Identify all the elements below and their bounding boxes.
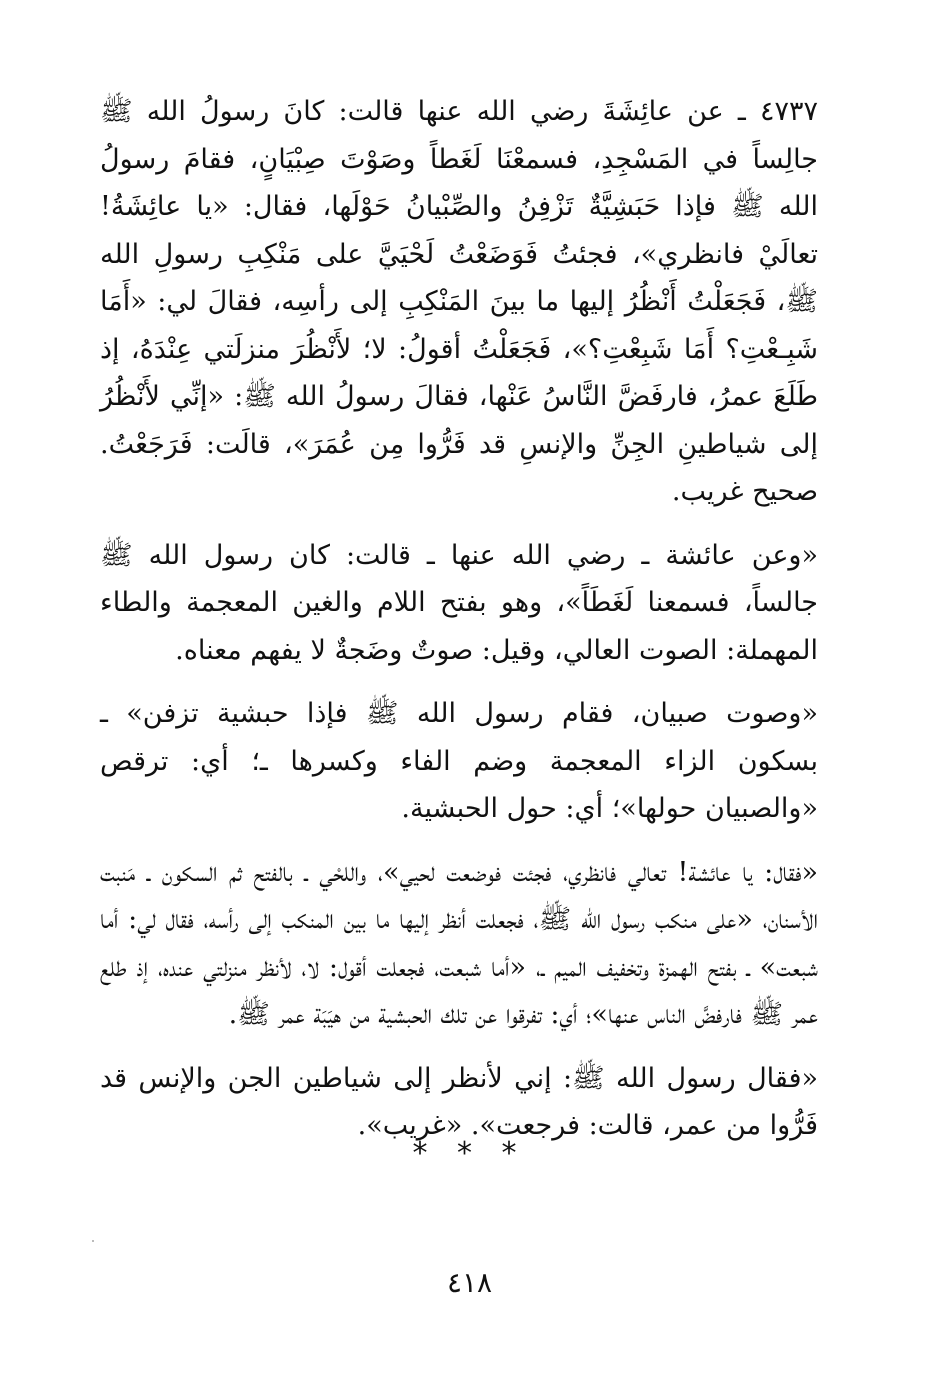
commentary-paragraph: «فقال رسول الله ﷺ: إني لأنظر إلى شياطين الجن والإنس قد فَرُّوا من عمر، قالت: فرجعت». «غريب». (100, 1062, 818, 1141)
page-speck (92, 1240, 94, 1242)
hadith-text: ٤٧٣٧ ـ عن عائِشَةَ رضي الله عنها قالت: كانَ رسولُ الله ﷺ جالِساً في المَسْجِدِ، فسمعْنَا لَغَطاً وصَوْتَ صِبْيَانٍ، فقامَ رسولُ الله ﷺ فإذا حَبَشِيَّةٌ تَزْفِنُ والصِّبْيانُ حَوْلَها، فقال: «يا عائِشَةُ! تعالَيْ فانظري»، فجئتُ فَوَضَعْتُ لَحْيَيَّ على مَنْكِبِ رسولِ الله ﷺ، فَجَعَلْتُ أَنْظُرُ إليها ما بينَ المَنْكِبِ إلى رأسِه، فقالَ لي: «أَمَا شَبِـعْتِ؟ أَمَا شَبِعْتِ؟»، فَجَعَلْتُ أقولُ: لا؛ لأَنْظُرَ منزلَتي عِنْدَهُ، إذ طَلَعَ عمرُ، فارفَضَّ النَّاسُ عَنْها، فقالَ رسولُ الله ﷺ: «إنِّي لأَنْظُرُ إلى شياطينِ الجِنِّ والإنسِ قد فَرُّوا مِن عُمَرَ»، قالَت: فَرَجَعْتُ. صحيح غريب. (100, 96, 818, 507)
section-separator: * * * (412, 1136, 527, 1171)
page-body (100, 88, 818, 1166)
commentary-paragraph: «وعن عائشة ـ رضي الله عنها ـ قالت: كان رسول الله ﷺ جالساً، فسمعنا لَغَطَاً»، وهو بفتح اللام والغين المعجمة والطاء المهملة: الصوت العالي، وقيل: صوتٌ وضَجةٌ لا يفهم معناه. (100, 539, 818, 666)
commentary-paragraph: «فقال: يا عائشة! تعالي فانظري، فجئت فوضعت لحيي»، واللحْي ـ بالفتح ثم السكون ـ مَنبت الأسنان، «على منكب رسول الله ﷺ، فجعلت أنظر إليها ما بين المنكب إلى رأسه، فقال لي: أما شبعت» ـ بفتح الهمزة وتخفيف الميم ـ، «أما شبعت، فجعلت أقول: لا، لأنظر منزلتي عنده، إذ طلع عمر ﷺ فارفضَّ الناس عنها»؛ أي: تفرقوا عن تلك الحبشية من هيَبَة عمر ﷺ. (100, 856, 818, 1030)
commentary-paragraph: «وصوت صبيان، فقام رسول الله ﷺ فإذا حبشية تزفن» ـ بسكون الزاء المعجمة وضم الفاء وكسرها ـ؛ أي: ترقص «والصبيان حولها»؛ أي: حول الحبشية. (100, 698, 818, 824)
page-number: ٤١٨ (446, 1266, 493, 1299)
